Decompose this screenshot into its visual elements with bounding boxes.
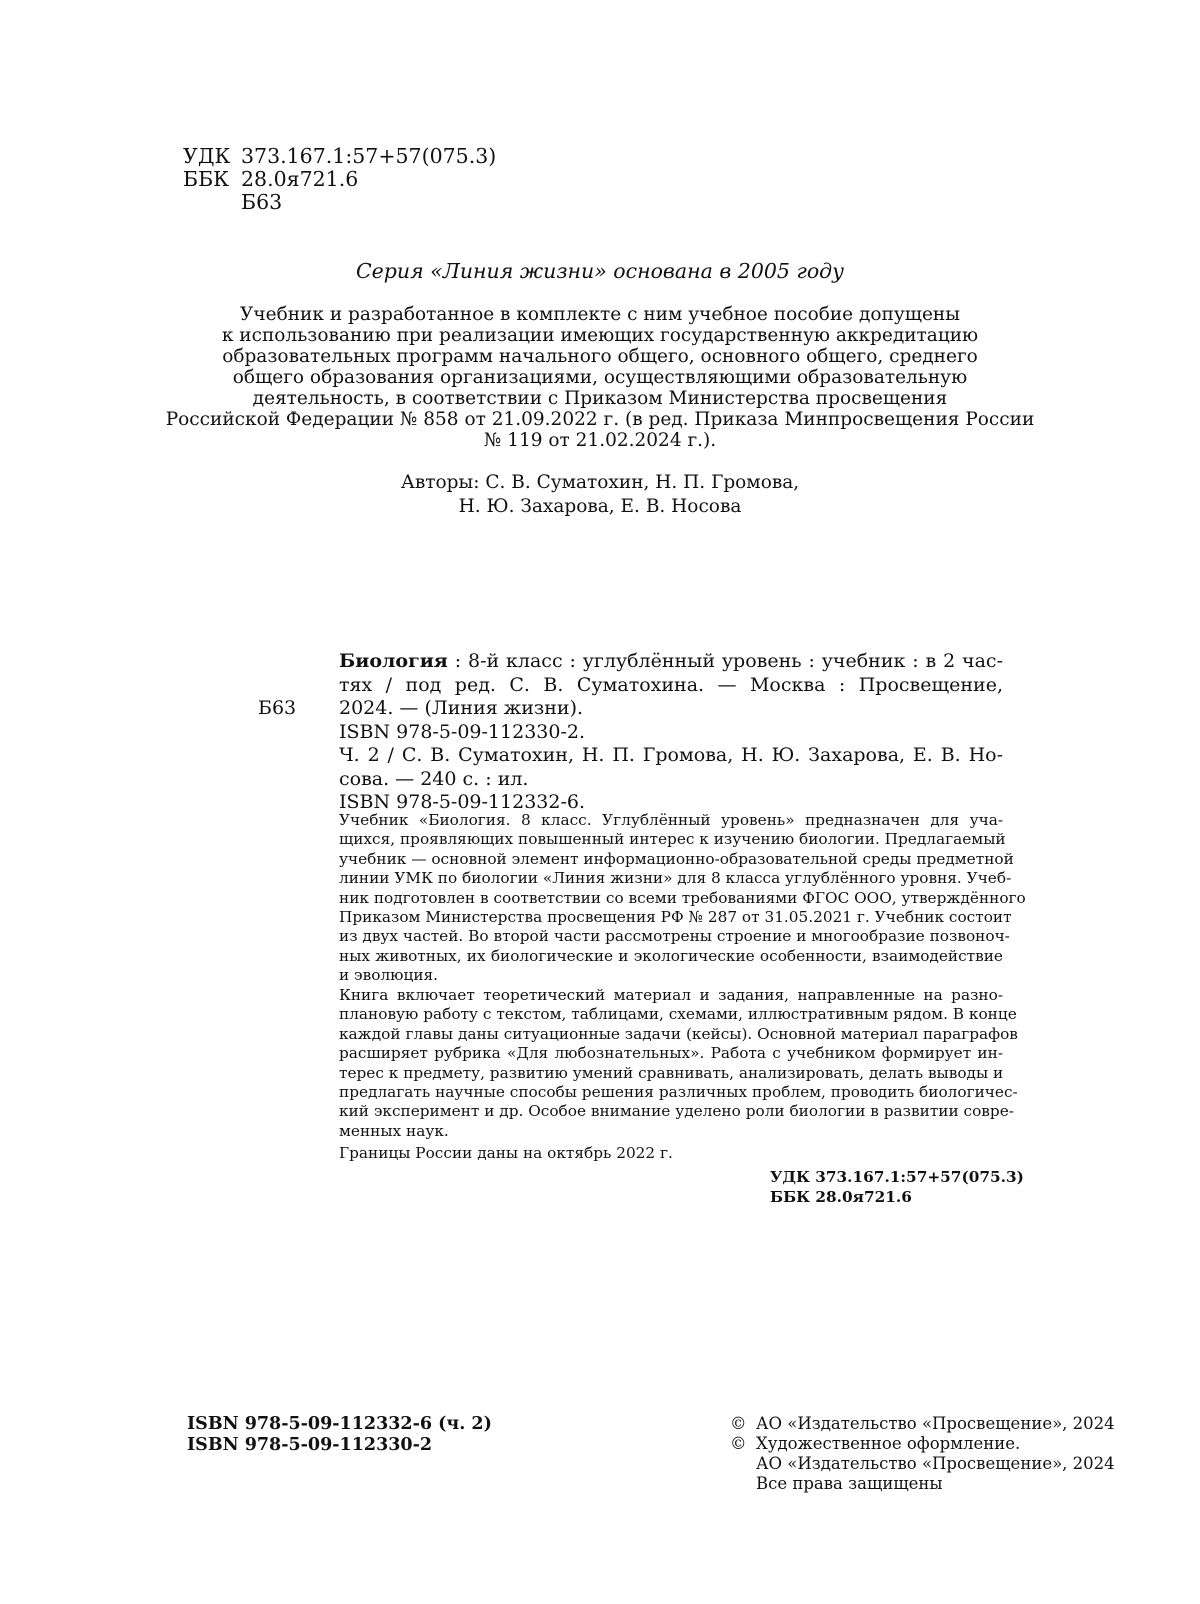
isbn-part: ISBN 978-5-09-112332-6 (ч. 2) <box>187 1414 492 1434</box>
annotation-line: плановую работу с текстом, таблицами, схемами, иллюстративным рядом. В конце <box>339 1005 1017 1024</box>
udk-value: 373.167.1:57+57(075.3) <box>241 144 497 168</box>
annotation-line: Приказом Министерства просвещения РФ № 287 от 31.05.2021 г. Учебник состоит <box>339 908 1012 927</box>
catalog-part-line-1: Ч. 2 / С. В. Суматохин, Н. П. Громова, Н. Ю. Захарова, Е. В. Но- <box>339 744 1003 766</box>
card-bbk: ББК 28.0я721.6 <box>770 1187 912 1206</box>
classification-block <box>183 145 496 214</box>
card-udk: УДК 373.167.1:57+57(075.3) <box>770 1168 1024 1186</box>
series-line: Серия «Линия жизни» основана в 2005 году <box>355 259 845 283</box>
annotation-line: Книга включает теоретический материал и задания, направленные на разно- <box>339 986 1003 1004</box>
udk-line <box>183 145 496 168</box>
annotation-line: Учебник «Биология. 8 класс. Углублённый уровень» предназначен для уча- <box>339 811 1003 829</box>
approval-line: общего образования организациями, осуществляющими образовательную <box>232 367 968 388</box>
udk-label: УДК <box>183 144 231 168</box>
approval-line: деятельность, в соответствии с Приказом Министерства просвещения <box>252 388 948 409</box>
annotation-line: из двух частей. Во второй части рассмотрены строение и многообразие позвоноч- <box>339 927 1010 946</box>
annotation-line: учебник — основной элемент информационно-образовательной среды предметной <box>339 849 1014 868</box>
isbn-set: ISBN 978-5-09-112330-2 <box>187 1434 433 1455</box>
catalog-line-3: 2024. — (Линия жизни). <box>339 697 584 719</box>
bbk-line <box>183 168 496 191</box>
annotation-line: менных наук. <box>339 1121 449 1140</box>
catalog-part-line-2: сова. — 240 с. : ил. <box>339 767 529 790</box>
copyright-symbol: © <box>730 1414 747 1433</box>
authors-line: Н. Ю. Захарова, Е. В. Носова <box>458 495 742 517</box>
catalog-title-rest: : 8-й класс : углублённый уровень : учебник : в 2 час- <box>447 650 1003 672</box>
approval-line: № 119 от 21.02.2024 г.). <box>483 430 717 451</box>
author-mark-line <box>183 191 496 214</box>
copyright-symbol: © <box>730 1434 747 1453</box>
bbk-label: ББК <box>183 167 229 191</box>
approval-line: к использованию при реализации имеющих государственную аккредитацию <box>221 325 979 346</box>
annotation-line: расширяет рубрика «Для любознательных». Работа с учебником формирует ин- <box>339 1044 1003 1063</box>
annotation-para-1 <box>339 811 1026 986</box>
approval-line: Учебник и разработанное в комплекте с ним учебное пособие допущены <box>240 304 960 325</box>
card-codes <box>770 1168 1024 1207</box>
catalog-card <box>339 650 1003 815</box>
copyright-line-2: © Художественное оформление. <box>730 1434 1021 1453</box>
annotation-line: ных животных, их биологические и экологические особенности, взаимодействие <box>339 946 1003 965</box>
authors-block <box>0 471 1200 518</box>
bbk-value: 28.0я721.6 <box>241 167 359 191</box>
authors-line: Авторы: С. В. Суматохин, Н. П. Громова, <box>400 472 800 493</box>
annotation-para-2 <box>339 986 1018 1141</box>
annotation-line: кий эксперимент и др. Особое внимание уделено роли биологии в развитии совре- <box>339 1102 1014 1121</box>
copyright-line-4: Все права защищены <box>756 1474 943 1493</box>
approval-block <box>0 304 1200 451</box>
author-mark: Б63 <box>241 190 283 214</box>
copyright-line-3: АО «Издательство «Просвещение», 2024 <box>756 1454 1115 1473</box>
annotation-line: ник подготовлен в соответствии со всеми требованиями ФГОС ООО, утверждённого <box>339 888 1026 907</box>
annotation-line: щихся, проявляющих повышенный интерес к изучению биологии. Предлагаемый <box>339 830 1006 849</box>
isbn-block <box>187 1414 492 1455</box>
annotation-line: терес к предмету, развитию умений сравнивать, анализировать, делать выводы и <box>339 1063 1004 1082</box>
annotation-line: каждой главы даны ситуационные задачи (кейсы). Основной материал параграфов <box>339 1024 1018 1043</box>
catalog-title: Биология <box>339 650 448 672</box>
approval-line: образовательных программ начального общего, основного общего, среднего <box>222 346 978 367</box>
catalog-isbn-set: ISBN 978-5-09-112330-2. <box>339 720 586 743</box>
borders-note: Границы России даны на октябрь 2022 г. <box>339 1144 673 1162</box>
catalog-line-2: тях / под ред. С. В. Суматохина. — Москва : Просвещение, <box>339 673 1003 696</box>
annotation-line: и эволюция. <box>339 966 439 985</box>
annotation-line: линии УМК по биологии «Линия жизни» для 8 класса углублённого уровня. Учеб- <box>339 869 1012 888</box>
catalog-isbn-part: ISBN 978-5-09-112332-6. <box>339 791 586 813</box>
annotation-line: предлагать научные способы решения различных проблем, проводить биологичес- <box>339 1083 1018 1102</box>
copyright-line-1: © АО «Издательство «Просвещение», 2024 <box>730 1414 1115 1433</box>
approval-line: Российской Федерации № 858 от 21.09.2022 г. (в ред. Приказа Минпросвещения России <box>165 409 1035 430</box>
catalog-line-1 <box>339 650 1003 674</box>
copyright-block <box>730 1414 1115 1494</box>
catalog-side-mark: Б63 <box>258 697 297 719</box>
